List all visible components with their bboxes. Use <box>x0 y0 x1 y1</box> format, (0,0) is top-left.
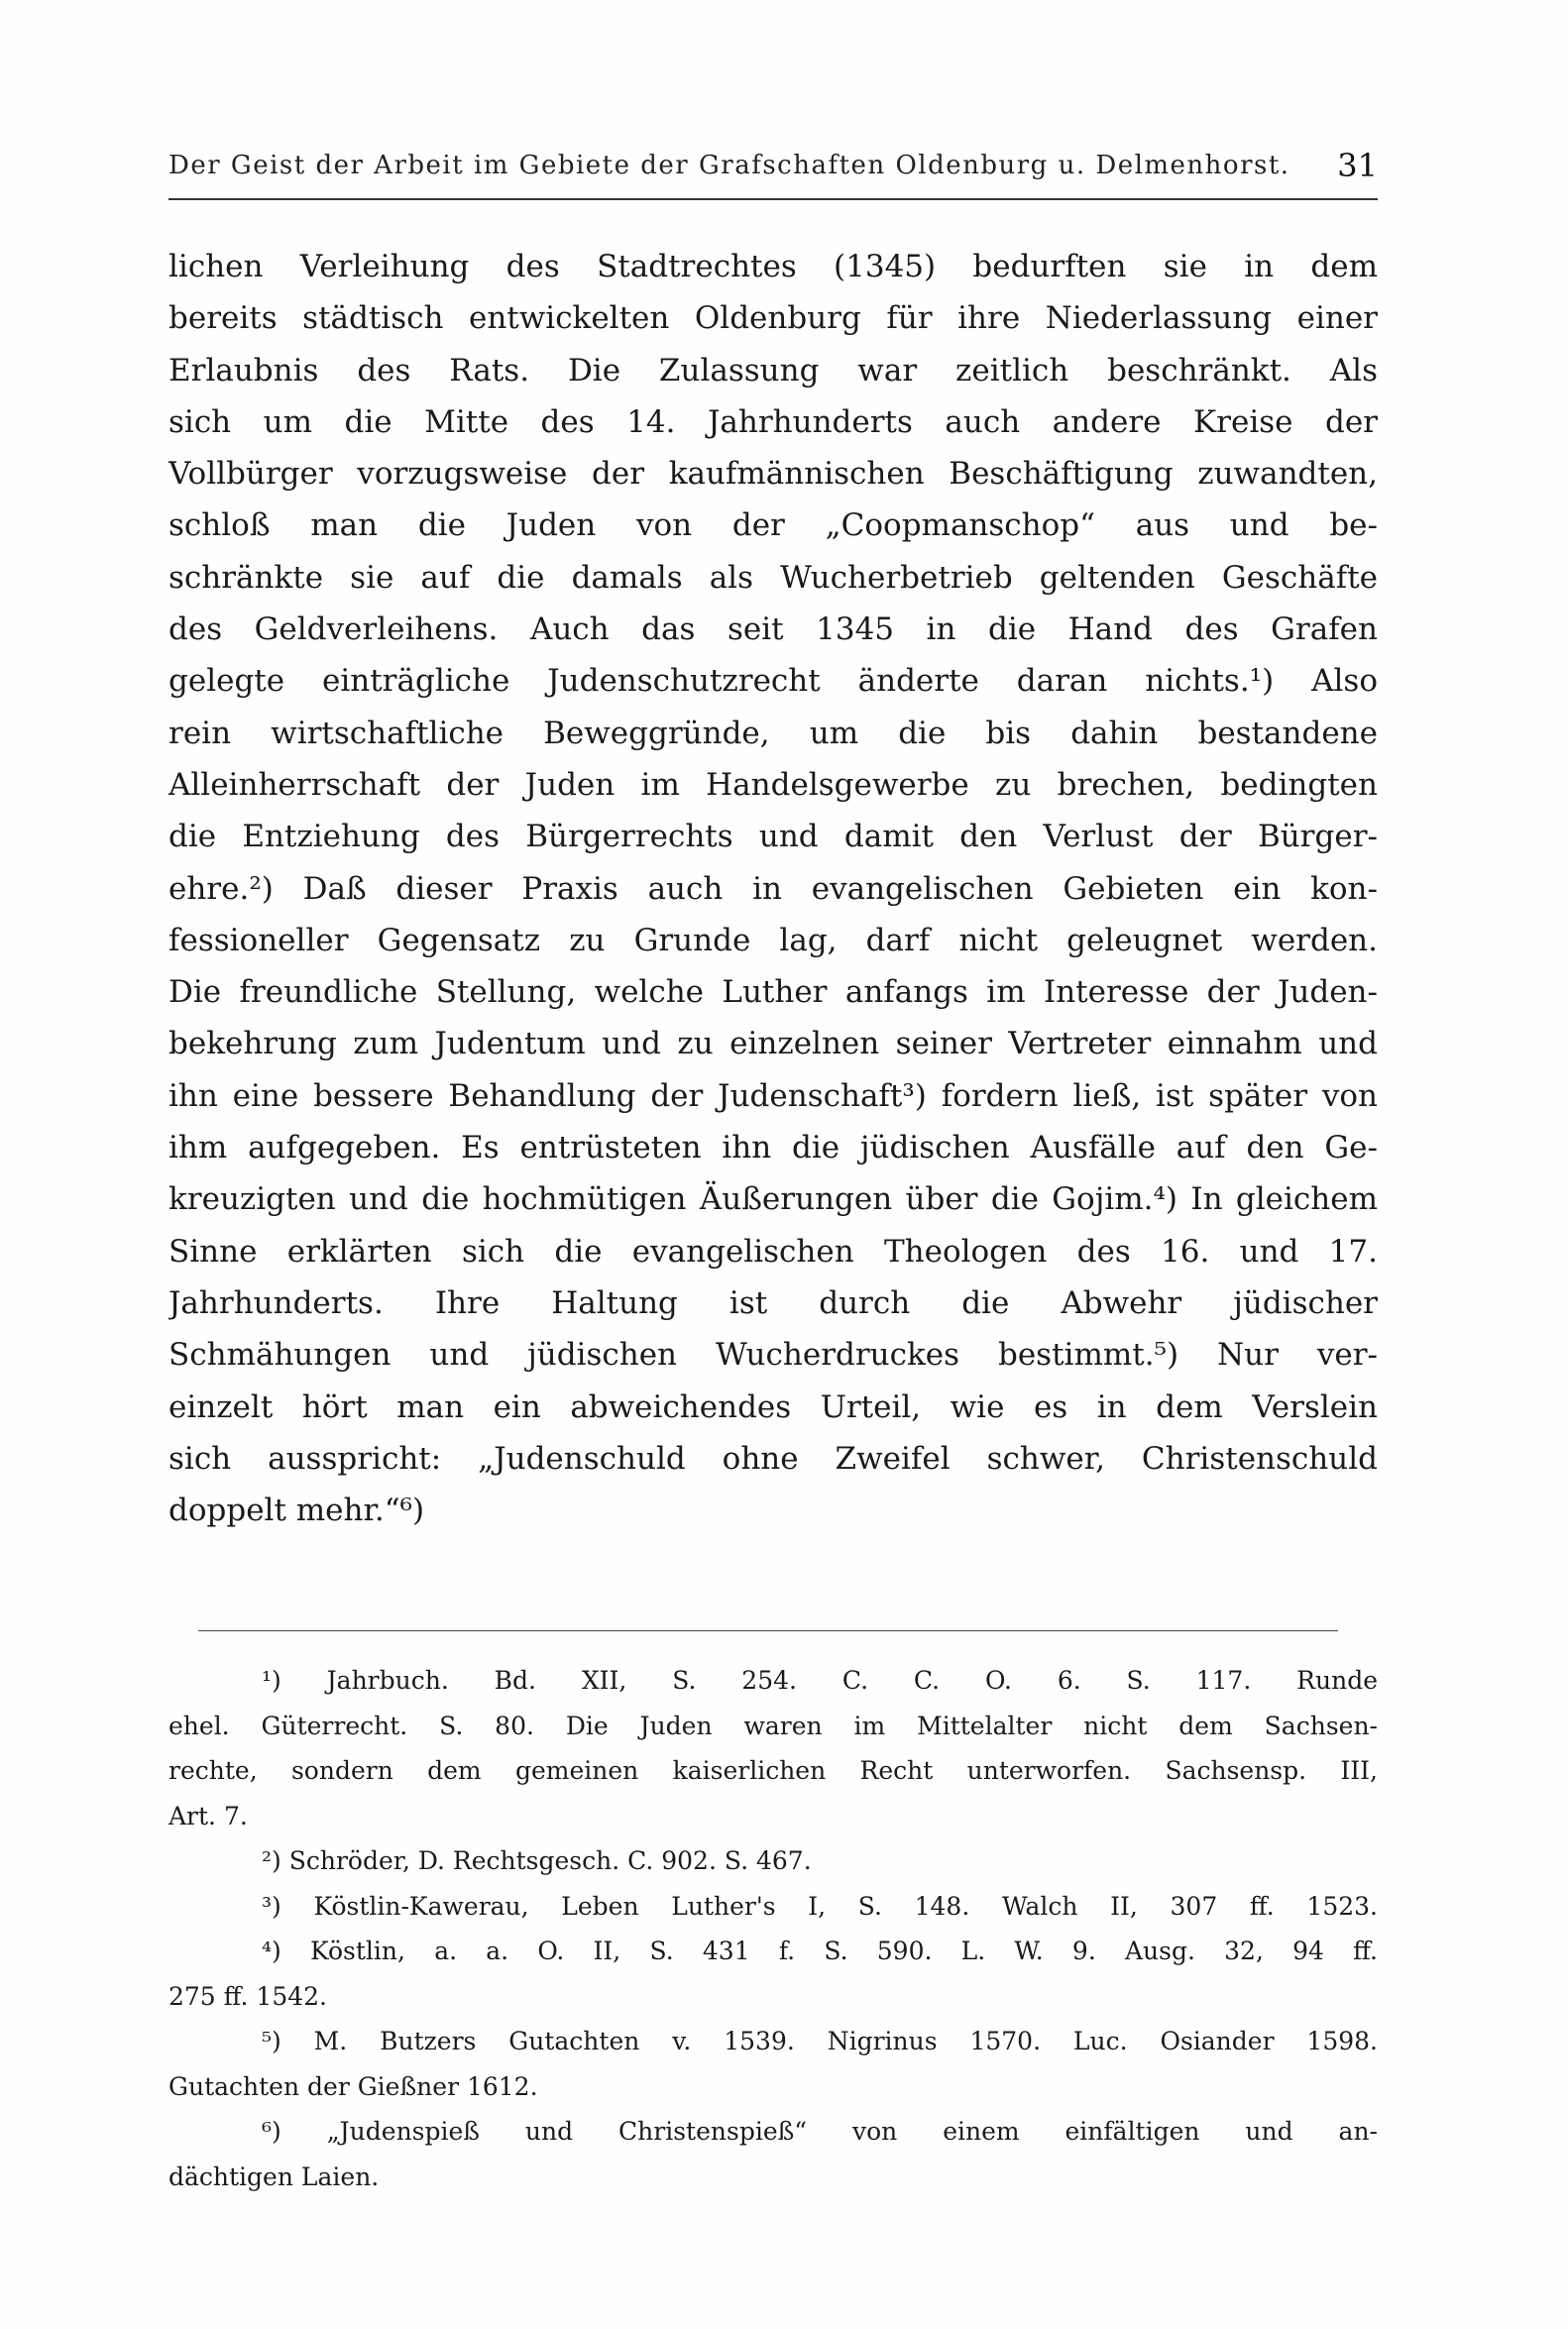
footnote-line: ⁴) Köstlin, a. a. O. II, S. 431 f. S. 590. L. W. 9. Ausg. 32, 94 ff. <box>262 1937 1378 1965</box>
text-line: bekehrung zum Judentum und zu einzelnen seiner Vertreter einnahm und <box>168 1026 1378 1062</box>
running-header <box>168 147 1378 190</box>
text-line: sich um die Mitte des 14. Jahrhunderts auch andere Kreise der <box>168 403 1378 440</box>
text-line: fessioneller Gegensatz zu Grunde lag, darf nicht geleugnet werden. <box>168 922 1378 958</box>
footnote-line: rechte, sondern dem gemeinen kaiserlichen Recht unterworfen. Sachsensp. III, <box>168 1756 1378 1785</box>
footnotes <box>168 1658 1378 2199</box>
footnote-line: 275 ff. 1542. <box>168 1981 327 2011</box>
text-line: ihm aufgegeben. Es entrüsteten ihn die jüdischen Ausfälle auf den Ge- <box>168 1130 1378 1166</box>
text-line: Die freundliche Stellung, welche Luther anfangs im Interesse der Juden- <box>168 974 1378 1011</box>
footnote-rule <box>198 1630 1338 1631</box>
text-line: schloß man die Juden von der „Coopmanschop“ aus und be- <box>168 507 1378 544</box>
text-line: rein wirtschaftliche Beweggründe, um die bis dahin bestandene <box>168 715 1378 751</box>
text-line: Vollbürger vorzugsweise der kaufmännischen Beschäftigung zuwandten, <box>168 456 1378 493</box>
text-line: bereits städtisch entwickelten Oldenburg für ihre Niederlassung einer <box>168 300 1378 337</box>
text-line: Erlaubnis des Rats. Die Zulassung war zeitlich beschränkt. Als <box>168 352 1378 388</box>
text-line: des Geldverleihens. Auch das seit 1345 in die Hand des Grafen <box>168 611 1378 648</box>
footnote-line: ⁵) M. Butzers Gutachten v. 1539. Nigrinus 1570. Luc. Osiander 1598. <box>262 2027 1378 2055</box>
text-line: doppelt mehr.“⁶) <box>168 1493 425 1529</box>
text-line: Alleinherrschaft der Juden im Handelsgewerbe zu brechen, bedingten <box>168 766 1378 803</box>
text-line: Schmähungen und jüdischen Wucherdruckes bestimmt.⁵) Nur ver- <box>168 1337 1378 1374</box>
footnote-line: ²) Schröder, D. Rechtsgesch. C. 902. S. 467. <box>262 1846 812 1875</box>
footnote-line: ³) Köstlin-Kawerau, Leben Luther's I, S. 148. Walch II, 307 ff. 1523. <box>262 1891 1378 1921</box>
text-line: Sinne erklärten sich die evangelischen Theologen des 16. und 17. <box>168 1233 1378 1270</box>
footnote-line: ⁶) „Judenspieß und Christenspieß“ von einem einfältigen und an- <box>262 2117 1378 2146</box>
footnote-line: Art. 7. <box>168 1801 248 1830</box>
text-line: schränkte sie auf die damals als Wucherbetrieb geltenden Geschäfte <box>168 559 1378 596</box>
text-line: sich ausspricht: „Judenschuld ohne Zweifel schwer, Christenschuld <box>168 1440 1378 1477</box>
text-line: einzelt hört man ein abweichendes Urteil, wie es in dem Verslein <box>168 1388 1378 1425</box>
page-number: 31 <box>1337 147 1378 184</box>
footnote-line: ¹) Jahrbuch. Bd. XII, S. 254. C. C. O. 6. S. 117. Runde <box>262 1666 1378 1695</box>
main-text <box>168 241 1378 1536</box>
text-line: die Entziehung des Bürgerrechts und damit den Verlust der Bürger- <box>168 819 1378 855</box>
footnote-line: Gutachten der Gießner 1612. <box>168 2071 538 2101</box>
running-title: Der Geist der Arbeit im Gebiete der Grafschaften Oldenburg u. Delmenhorst. <box>168 151 1290 180</box>
text-line: gelegte einträgliche Judenschutzrecht änderte daran nichts.¹) Also <box>168 663 1378 700</box>
text-line: Jahrhunderts. Ihre Haltung ist durch die Abwehr jüdischer <box>168 1284 1378 1321</box>
text-line: ehre.²) Daß dieser Praxis auch in evangelischen Gebieten ein kon- <box>168 870 1378 907</box>
header-rule <box>168 198 1378 200</box>
footnote-line: ehel. Güterrecht. S. 80. Die Juden waren im Mittelalter nicht dem Sachsen- <box>168 1711 1378 1740</box>
text-line: lichen Verleihung des Stadtrechtes (1345) bedurften sie in dem <box>168 249 1378 284</box>
footnote-line: dächtigen Laien. <box>168 2162 380 2191</box>
text-line: kreuzigten und die hochmütigen Äußerungen über die Gojim.⁴) In gleichem <box>168 1181 1378 1218</box>
text-line: ihn eine bessere Behandlung der Judenschaft³) fordern ließ, ist später von <box>168 1077 1378 1114</box>
